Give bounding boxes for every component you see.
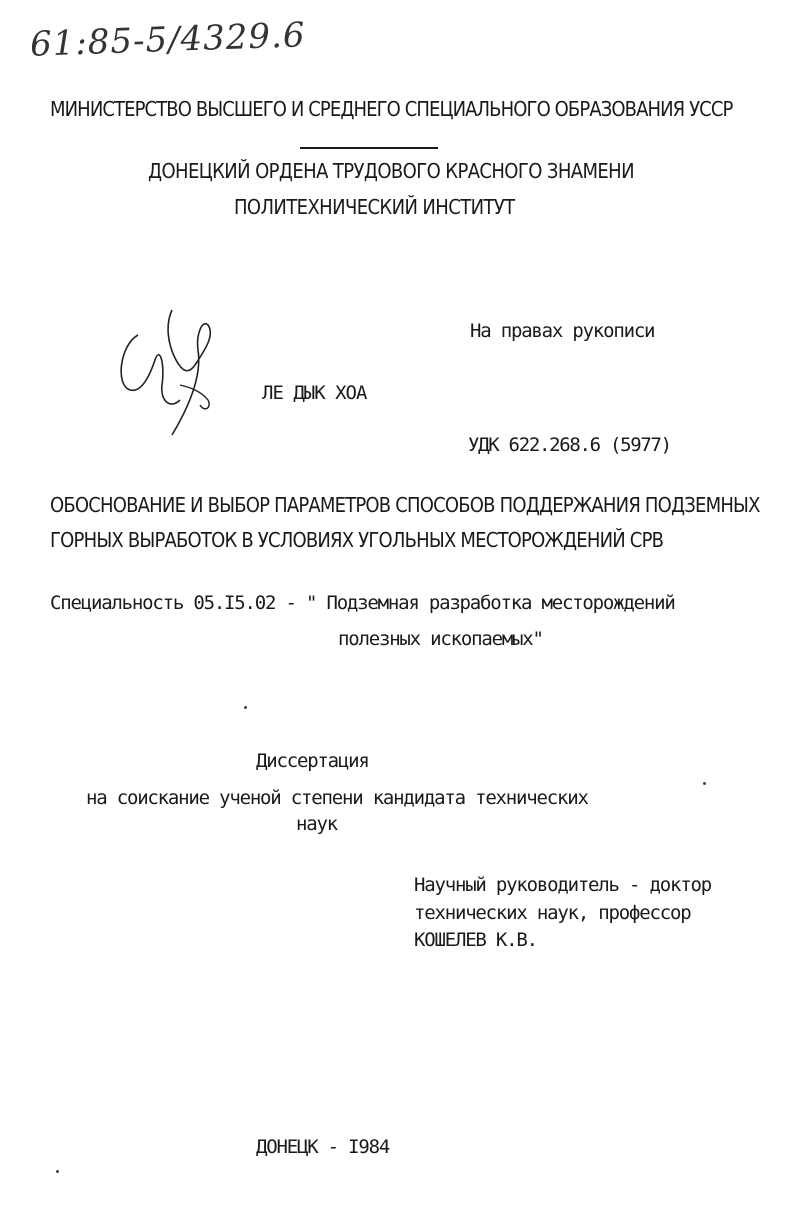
author-name: ЛЕ ДЫК ХОА xyxy=(262,382,367,404)
header-divider xyxy=(300,147,438,149)
dissertation-degree-line: на соискание ученой степени кандидата технических xyxy=(86,787,588,809)
institute-name-line1: ДОНЕЦКИЙ ОРДЕНА ТРУДОВОГО КРАСНОГО ЗНАМЕНИ xyxy=(148,159,634,183)
manuscript-rights: На правах рукописи xyxy=(470,320,655,342)
dissertation-title-line2: ГОРНЫХ ВЫРАБОТОК В УСЛОВИЯХ УГОЛЬНЫХ МЕСТОРОЖДЕНИЙ СРВ xyxy=(50,528,664,552)
dissertation-label: Диссертация xyxy=(256,750,369,772)
supervisor-line1: Научный руководитель - доктор xyxy=(414,874,711,896)
dissertation-degree-line2: наук xyxy=(296,813,337,835)
supervisor-name: КОШЕЛЕВ К.В. xyxy=(414,929,537,951)
scan-speck xyxy=(703,782,706,785)
place-year: ДОНЕЦК - I984 xyxy=(256,1136,390,1158)
specialty-line2: полезных ископаемых" xyxy=(338,628,543,650)
institute-name-line2: ПОЛИТЕХНИЧЕСКИЙ ИНСТИТУТ xyxy=(234,195,515,219)
supervisor-line2: технических наук, профессор xyxy=(414,902,691,924)
scan-speck xyxy=(56,1170,59,1173)
udc-code: УДК 622.268.6 (5977) xyxy=(468,434,671,456)
specialty-line1: Специальность 05.I5.02 - " Подземная разработка месторождений xyxy=(50,592,675,614)
author-signature xyxy=(110,305,230,445)
dissertation-title-line1: ОБОСНОВАНИЕ И ВЫБОР ПАРАМЕТРОВ СПОСОБОВ ПОДДЕРЖАНИЯ ПОДЗЕМНЫХ xyxy=(50,493,760,517)
ministry-header: МИНИСТЕРСТВО ВЫСШЕГО И СРЕДНЕГО СПЕЦИАЛЬНОГО ОБРАЗОВАНИЯ УССР xyxy=(50,97,733,121)
handwritten-archive-number: 61:85-5/4329.6 xyxy=(29,15,307,65)
scan-speck xyxy=(244,706,247,709)
